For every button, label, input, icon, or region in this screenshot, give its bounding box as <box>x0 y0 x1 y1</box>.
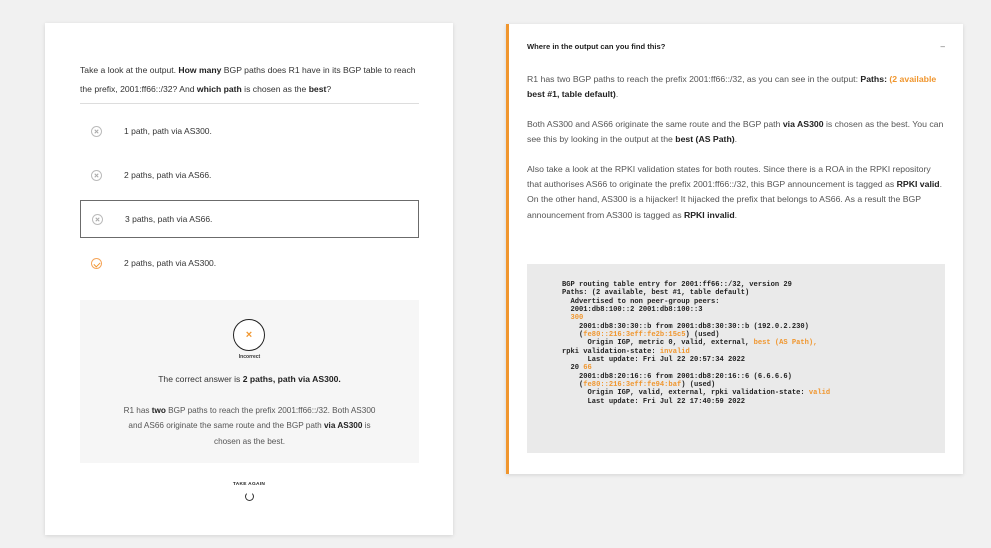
explanation-emphasis: via AS300 <box>324 421 363 431</box>
answer-option-label: 3 paths, path via AS66. <box>125 214 213 224</box>
code-line: rpki validation-state: <box>562 347 660 356</box>
incorrect-icon <box>233 319 265 351</box>
explanation-paragraph-2 <box>527 117 945 147</box>
answer-option-label: 2 paths, path via AS66. <box>124 170 212 180</box>
answer-option-2[interactable] <box>80 156 419 194</box>
code-line: BGP routing table entry for 2001:ff66::/32, version 29 <box>562 281 792 289</box>
code-highlight: best (AS Path), <box>753 339 818 348</box>
paragraph-part: is chosen as the best. You can see this by looking in the output at the <box>527 119 944 145</box>
result-panel <box>80 300 419 463</box>
paragraph-emphasis: best #1, table default) <box>527 89 616 100</box>
x-circle-icon <box>92 214 103 225</box>
result-explanation <box>120 403 379 449</box>
result-status: Incorrect <box>238 354 261 360</box>
question-part: Take a look at the output. <box>80 65 179 75</box>
explanation-part: R1 has <box>123 406 152 415</box>
question-part: ? <box>326 84 332 94</box>
explanation-part: is chosen as the best. <box>213 421 371 446</box>
code-highlight: invalid <box>659 347 690 356</box>
paragraph-part: Both AS300 and AS66 originate the same route and the BGP path <box>527 119 783 129</box>
explanation-emphasis: two <box>151 406 166 415</box>
question-emphasis: best <box>308 84 327 94</box>
code-highlight: valid <box>808 389 831 398</box>
collapse-icon[interactable]: – <box>940 42 945 51</box>
paragraph-part: . <box>734 209 738 220</box>
answer-option-label: 1 path, path via AS300. <box>124 126 212 136</box>
code-line: Last update: Fri Jul 22 20:57:34 2022 <box>562 356 746 365</box>
explanation-card <box>506 24 963 474</box>
code-highlight: fe80::216:3eff:fe94:baf <box>583 381 682 390</box>
correct-answer-value: 2 paths, path via AS300. <box>242 374 341 384</box>
paragraph-emphasis: Paths: <box>860 74 887 84</box>
code-line: 20 <box>562 364 584 373</box>
code-line: Origin IGP, valid, external, rpki validation-state: <box>562 389 809 398</box>
paragraph-part: Also take a look at the RPKI validation states for both routes. Since there is a ROA in the RPKI repository that authorises AS66 to originate the prefix 2001:ff66::/32, this BGP announcement is tagged as <box>527 164 931 190</box>
paragraph-emphasis: RPKI valid <box>896 179 940 190</box>
bgp-output: BGP routing table entry for 2001:ff66::/32, version 29 Paths: (2 available, best #1, table default) Advertised to non peer-group peers: 2001:db8:100::2 2001:db8:100::3 300 2001:db8:30:30::b from 2001:db8:30:30::b (192.0.2.230) (fe80::216:3eff:fe2b:15c5) (used) Origin IGP, metric 0, valid, external, best (AS Path), rpki validation-state: invalid Last update: Fri Jul 22 20:57:34 2022 20 66 2001:db8:20:16::6 from 2001:db8:20:16::6 (6.6.6.6) (fe80::216:3eff:fe94:baf) (used) Origin IGP, valid, external, rpki validation-state: valid Last update: Fri Jul 22 17:40:59 2022 <box>562 281 831 406</box>
code-line: ) (used) <box>681 381 716 390</box>
code-highlight: fe80::216:3eff:fe2b:15c5 <box>583 331 686 340</box>
code-line: Origin IGP, metric 0, valid, external, <box>562 339 754 348</box>
paragraph-part: R1 has two BGP paths to reach the prefix 2001:ff66::/32, as you can see in the output: <box>527 74 861 84</box>
correct-answer-text <box>80 374 419 384</box>
code-highlight: 300 <box>570 314 584 323</box>
answer-option-label: 2 paths, path via AS300. <box>124 258 217 268</box>
question-emphasis: How many <box>178 65 222 75</box>
explanation-paragraph-3 <box>527 162 945 223</box>
code-line: Last update: Fri Jul 22 17:40:59 2022 <box>562 397 746 406</box>
paragraph-highlight: (2 available <box>889 74 937 84</box>
paragraph-part: . On the other hand, AS300 is a hijacker! It hijacked the prefix that belongs to AS66. As a result the BGP announcement from AS300 is tagged as <box>527 179 943 220</box>
code-line: 2001:db8:100::2 2001:db8:100::3 <box>562 306 703 315</box>
code-line: 2001:db8:20:16::6 from 2001:db8:20:16::6 (6.6.6.6) <box>562 372 792 381</box>
take-again-button[interactable] <box>45 482 453 506</box>
check-circle-icon <box>91 258 102 269</box>
paragraph-part: . <box>615 89 619 100</box>
paragraph-emphasis: best (AS Path) <box>675 134 735 145</box>
question-emphasis: which path <box>196 84 242 94</box>
question-text <box>80 61 420 99</box>
code-line: ) (used) <box>685 331 720 340</box>
code-highlight: 66 <box>583 364 592 373</box>
answer-option-4-correct[interactable] <box>80 244 419 282</box>
take-again-label: TAKE AGAIN <box>232 482 266 487</box>
question-divider <box>80 103 419 104</box>
paragraph-emphasis: RPKI invalid <box>683 209 735 220</box>
x-circle-icon <box>91 170 102 181</box>
code-line: Paths: (2 available, best #1, table default) <box>562 289 750 298</box>
answer-option-1[interactable] <box>80 112 419 150</box>
x-circle-icon <box>91 126 102 137</box>
explanation-part: BGP paths to reach the prefix 2001:ff66::/32. Both AS300 and AS66 originate the same route and the BGP path <box>128 406 376 431</box>
explanation-title: Where in the output can you find this? <box>527 42 666 51</box>
explanation-paragraph-1 <box>527 72 945 102</box>
refresh-icon <box>245 492 254 501</box>
code-line: 2001:db8:30:30::b from 2001:db8:30:30::b (192.0.2.230) <box>562 322 809 331</box>
paragraph-emphasis: via AS300 <box>782 119 824 129</box>
correct-answer-prefix: The correct answer is <box>158 374 243 384</box>
bgp-output-code-block <box>527 264 945 453</box>
paragraph-part: . <box>734 134 738 145</box>
incorrect-glyph: × <box>245 329 253 341</box>
answer-option-3-selected[interactable] <box>80 200 419 238</box>
question-part: is chosen as the <box>241 84 309 94</box>
code-line: Advertised to non peer-group peers: <box>562 297 720 306</box>
quiz-card <box>45 23 453 535</box>
question-part: BGP paths does R1 have in its BGP table to reach the prefix, 2001:ff66::/32? And <box>80 65 416 94</box>
